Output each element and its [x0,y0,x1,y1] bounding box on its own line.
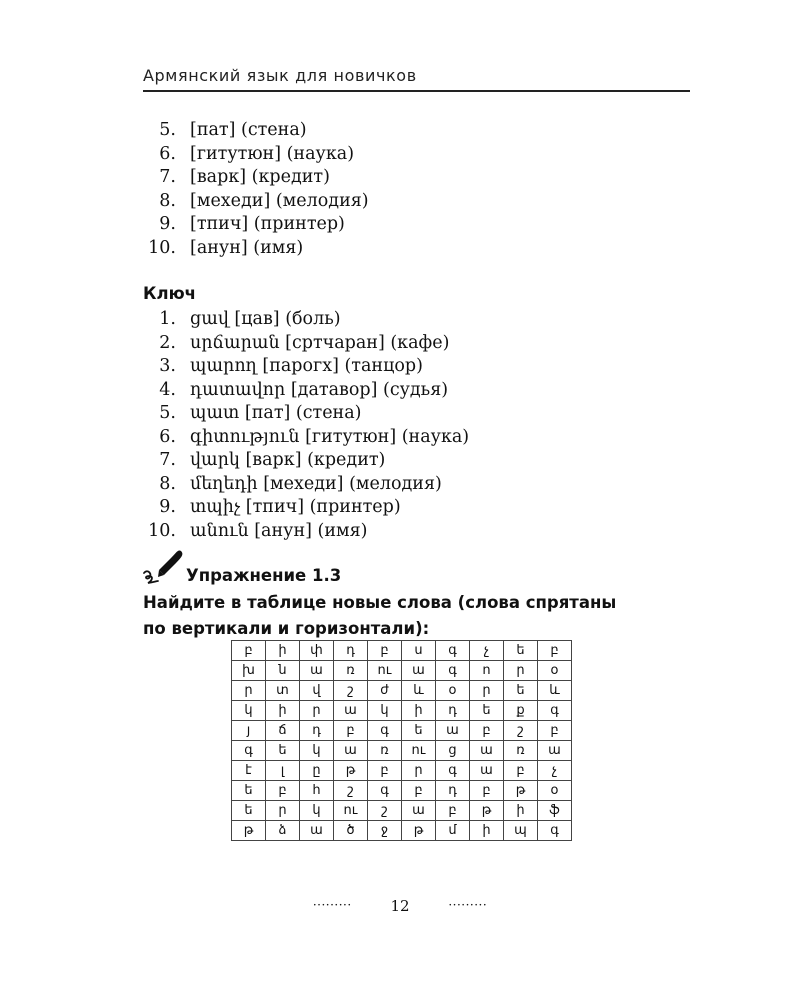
list-item [143,332,703,356]
list-number: 4. [159,379,176,400]
grid-cell: տ [266,681,300,701]
grid-cell: ռ [334,661,368,681]
grid-cell: ռ [368,741,402,761]
grid-row [232,761,572,781]
grid-cell: ը [300,761,334,781]
grid-cell: ա [334,701,368,721]
list-item [143,237,703,261]
grid-cell: ա [334,741,368,761]
list-number: 10. [148,237,176,258]
list-number: 9. [159,497,176,517]
list-number: 2. [159,332,176,353]
grid-cell: դ [300,721,334,741]
list-number: 9. [159,214,176,234]
list-number: 1. [159,309,176,329]
list-number: 5. [159,403,176,423]
grid-cell: ձ [266,821,300,841]
grid-cell: գ [436,661,470,681]
list-item [143,308,703,332]
list-item [143,402,703,426]
grid-cell: օ [436,681,470,701]
grid-cell: թ [334,761,368,781]
list-text: գիտություն [гитутюн] (наука) [190,426,470,447]
grid-cell: կ [232,701,266,721]
grid-cell: ա [470,741,504,761]
grid-row [232,801,572,821]
grid-cell: ճ [266,721,300,741]
list-item [143,166,703,190]
grid-cell: պ [504,821,538,841]
list-item [143,473,703,497]
list-number: 3. [159,356,176,376]
grid-row [232,701,572,721]
grid-cell: բ [470,781,504,801]
grid-cell: ռ [504,741,538,761]
grid-cell: բ [504,761,538,781]
list-item [143,379,703,403]
grid-cell: է [232,761,266,781]
grid-cell: ջ [368,821,402,841]
list-item [143,496,703,520]
grid-row [232,821,572,841]
grid-cell: ո [470,661,504,681]
grid-row [232,741,572,761]
grid-cell: չ [470,641,504,661]
grid-cell: ի [266,701,300,721]
grid-cell: դ [436,701,470,721]
grid-cell: ն [266,661,300,681]
list-number: 5. [159,120,176,140]
pen-icon [140,549,184,587]
grid-cell: ա [300,821,334,841]
list-item [143,213,703,237]
grid-cell: մ [436,821,470,841]
grid-cell: ր [402,761,436,781]
grid-cell: թ [232,821,266,841]
list-number: 8. [159,473,176,494]
grid-cell: ծ [334,821,368,841]
grid-cell: գ [538,821,572,841]
grid-cell: ր [232,681,266,701]
grid-cell: ա [402,801,436,821]
list-item [143,426,703,450]
grid-cell: գ [232,741,266,761]
list-item [143,520,703,544]
list-text: պարող [парогх] (танцор) [190,356,423,376]
grid-cell: բ [368,641,402,661]
grid-cell: ու [402,741,436,761]
word-search-grid [231,640,572,841]
grid-cell: դ [334,641,368,661]
list-number: 6. [159,426,176,447]
answer-key-list [143,308,703,543]
grid-cell: կ [300,801,334,821]
grid-cell: լ [266,761,300,781]
exercise-title: Упражнение 1.3 [186,566,342,585]
grid-cell: ս [402,641,436,661]
exercise-instruction [143,590,703,642]
grid-cell: ր [504,661,538,681]
list-text: [мехеди] (мелодия) [190,190,369,211]
grid-row [232,661,572,681]
list-number: 7. [159,167,176,187]
list-item [143,449,703,473]
grid-cell: ի [266,641,300,661]
grid-cell: ե [232,801,266,821]
grid-cell: գ [368,721,402,741]
list-text: [тпич] (принтер) [190,214,345,234]
footer-dots-left: ········· [312,898,352,912]
grid-cell: գ [436,641,470,661]
grid-cell: ե [402,721,436,741]
list-text: [анун] (имя) [190,237,304,258]
grid-cell: կ [300,741,334,761]
grid-cell: ի [504,801,538,821]
grid-cell: շ [368,801,402,821]
grid-cell: խ [232,661,266,681]
grid-cell: չ [538,761,572,781]
grid-cell: թ [504,781,538,801]
grid-cell: բ [232,641,266,661]
grid-cell: ու [368,661,402,681]
grid-cell: բ [538,641,572,661]
grid-cell: ա [538,741,572,761]
grid-cell: ե [470,701,504,721]
grid-cell: ե [504,641,538,661]
list-number: 6. [159,143,176,164]
grid-cell: ա [402,661,436,681]
grid-cell: բ [368,761,402,781]
grid-cell: ց [436,741,470,761]
instruction-line: Найдите в таблице новые слова (слова спрятаны [143,593,617,612]
grid-cell: ա [300,661,334,681]
list-item [143,119,703,143]
key-heading: Ключ [143,284,196,303]
grid-cell: օ [538,661,572,681]
grid-cell: ր [300,701,334,721]
list-text: ցավ [цав] (боль) [190,309,341,329]
list-text: վարկ [варк] (кредит) [190,450,386,470]
list-number: 10. [148,520,176,541]
list-text: սրճարան [сртчаран] (кафе) [190,332,450,353]
grid-cell: շ [334,681,368,701]
grid-cell: ք [504,701,538,721]
grid-cell: ր [470,681,504,701]
list-text: տպիչ [тпич] (принтер) [190,497,401,517]
list-number: 8. [159,190,176,211]
grid-cell: յ [232,721,266,741]
list-text: անուն [анун] (имя) [190,520,368,541]
grid-cell: դ [436,781,470,801]
list-text: [пат] (стена) [190,120,307,140]
grid-row [232,721,572,741]
grid-cell: ա [436,721,470,741]
grid-cell: և [538,681,572,701]
grid-cell: ի [402,701,436,721]
grid-cell: թ [470,801,504,821]
grid-cell: ֆ [538,801,572,821]
grid-cell: գ [368,781,402,801]
header-rule [143,90,690,92]
grid-cell: ժ [368,681,402,701]
list-text: [варк] (кредит) [190,167,330,187]
grid-cell: հ [300,781,334,801]
numbered-list-continued [143,119,703,260]
grid-cell: բ [470,721,504,741]
grid-cell: բ [266,781,300,801]
grid-cell: թ [402,821,436,841]
page-footer [0,897,800,915]
grid-cell: ե [232,781,266,801]
grid-cell: ի [470,821,504,841]
list-item [143,355,703,379]
grid-cell: օ [538,781,572,801]
list-number: 7. [159,450,176,470]
grid-cell: բ [538,721,572,741]
list-item [143,143,703,167]
page-number: 12 [390,897,410,915]
instruction-line: по вертикали и горизонтали): [143,619,430,638]
list-text: [гитутюн] (наука) [190,143,355,164]
running-head: Армянский язык для новичков [143,66,417,85]
list-text: պատ [пат] (стена) [190,403,362,423]
grid-cell: կ [368,701,402,721]
list-text: դատավոր [датавор] (судья) [190,379,449,400]
grid-cell: բ [334,721,368,741]
grid-cell: ա [470,761,504,781]
list-item [143,190,703,214]
grid-row [232,641,572,661]
grid-cell: բ [402,781,436,801]
grid-cell: գ [538,701,572,721]
grid-cell: ր [266,801,300,821]
grid-cell: շ [334,781,368,801]
footer-dots-right: ········· [448,898,488,912]
grid-cell: ե [266,741,300,761]
grid-cell: ե [504,681,538,701]
grid-cell: շ [504,721,538,741]
grid-cell: վ [300,681,334,701]
grid-cell: բ [436,801,470,821]
grid-row [232,781,572,801]
grid-row [232,681,572,701]
grid-cell: գ [436,761,470,781]
grid-cell: ու [334,801,368,821]
grid-cell: փ [300,641,334,661]
grid-cell: և [402,681,436,701]
list-text: մեղեդի [мехеди] (мелодия) [190,473,442,494]
